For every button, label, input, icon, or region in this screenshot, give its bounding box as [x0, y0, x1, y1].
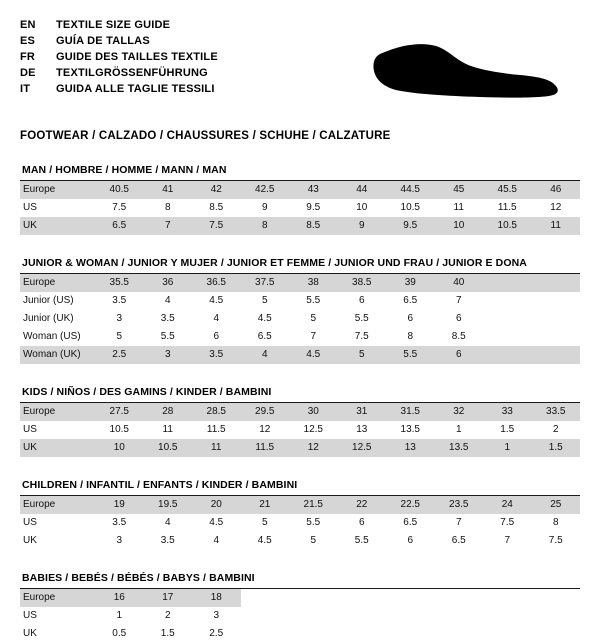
category-title: FOOTWEAR / CALZADO / CHAUSSURES / SCHUHE / CALZATURE [20, 130, 391, 142]
cell [532, 346, 581, 364]
cell: 8.5 [209, 202, 224, 213]
cell [483, 310, 532, 328]
cell: 10.5 [400, 202, 420, 213]
language-list [20, 18, 218, 98]
cell: 11 [192, 439, 241, 457]
cell: 10 [435, 217, 484, 235]
table-row [20, 514, 580, 532]
cell: 11 [453, 202, 464, 213]
cell: 8.5 [451, 331, 466, 342]
cell [532, 607, 581, 625]
group-babies [20, 572, 580, 643]
cell: 41 [144, 181, 193, 199]
cell: 21.5 [289, 496, 338, 514]
cell: 38.5 [338, 274, 387, 292]
cell: 21 [241, 496, 290, 514]
cell: 3.5 [112, 517, 127, 528]
size-table [20, 589, 580, 643]
group-title: JUNIOR & WOMAN / JUNIOR Y MUJER / JUNIOR ET FEMME / JUNIOR UND FRAU / JUNIOR E DONA [20, 257, 580, 274]
cell [532, 274, 581, 292]
cell: 5.5 [354, 535, 369, 546]
cell: 3.5 [160, 535, 175, 546]
cell: 11.5 [206, 424, 226, 435]
row-label: UK [23, 535, 37, 546]
cell: 11 [532, 217, 581, 235]
cell: 11 [162, 424, 173, 435]
cell: 9 [338, 217, 387, 235]
cell [435, 607, 484, 625]
cell: 17 [144, 589, 193, 607]
table-row [20, 625, 580, 643]
cell: 42 [192, 181, 241, 199]
cell: 5.5 [386, 346, 435, 364]
cell: 12 [550, 202, 562, 213]
language-title: GUÍA DE TALLAS [56, 35, 150, 47]
cell: 32 [435, 403, 484, 421]
cell: 6 [407, 535, 414, 546]
group-title: CHILDREN / INFANTIL / ENFANTS / KINDER / BAMBINI [20, 479, 580, 496]
cell: 5 [261, 517, 268, 528]
header [20, 18, 580, 114]
cell: 4.5 [257, 313, 272, 324]
table-row [20, 439, 580, 457]
cell: 10 [356, 202, 368, 213]
cell: 9.5 [306, 202, 321, 213]
cell: 28 [144, 403, 193, 421]
cell: 8 [241, 217, 290, 235]
cell: 36 [144, 274, 193, 292]
cell [483, 328, 532, 346]
cell: 12 [259, 424, 271, 435]
cell: 13 [356, 424, 368, 435]
cell: 30 [289, 403, 338, 421]
language-row [20, 18, 218, 34]
cell: 3 [116, 313, 123, 324]
language-row [20, 34, 218, 50]
language-title: GUIDA ALLE TAGLIE TESSILI [56, 83, 215, 95]
cell: 2 [164, 610, 171, 621]
cell: 1.5 [160, 628, 175, 639]
language-title: GUIDE DES TAILLES TEXTILE [56, 51, 218, 63]
cell: 22.5 [386, 496, 435, 514]
cell: 4 [213, 535, 220, 546]
cell: 1 [116, 610, 123, 621]
cell: 8 [164, 202, 171, 213]
cell: 3.5 [160, 313, 175, 324]
cell [532, 589, 581, 607]
row-label: Junior (UK) [23, 313, 74, 324]
cell: 4.5 [209, 295, 224, 306]
table-row [20, 496, 580, 514]
language-code: FR [20, 51, 36, 63]
cell: 5 [310, 313, 317, 324]
size-table [20, 496, 580, 550]
cell [386, 625, 435, 643]
cell: 12.5 [338, 439, 387, 457]
language-code: EN [20, 19, 36, 31]
cell: 11.5 [497, 202, 517, 213]
cell: 45 [435, 181, 484, 199]
language-row [20, 50, 218, 66]
cell: 45.5 [483, 181, 532, 199]
row-label: UK [23, 628, 37, 639]
row-label: US [23, 424, 37, 435]
cell [435, 625, 484, 643]
cell: 5 [338, 346, 387, 364]
cell [338, 589, 387, 607]
cell: 8.5 [289, 217, 338, 235]
row-label: US [23, 202, 37, 213]
cell: 19.5 [144, 496, 193, 514]
cell: 6.5 [257, 331, 272, 342]
table-row [20, 346, 580, 364]
cell: 5.5 [306, 517, 321, 528]
cell: 40 [435, 274, 484, 292]
language-code: DE [20, 67, 36, 79]
cell [338, 607, 387, 625]
language-row [20, 82, 218, 98]
cell [241, 607, 290, 625]
cell: 7 [144, 217, 193, 235]
cell: 5 [261, 295, 268, 306]
cell [289, 607, 338, 625]
cell: 25 [532, 496, 581, 514]
cell: 5.5 [160, 331, 175, 342]
cell [241, 589, 290, 607]
cell: 40.5 [95, 181, 144, 199]
row-label: UK [20, 217, 95, 235]
table-row [20, 181, 580, 199]
cell: 7.5 [548, 535, 563, 546]
cell: 6 [358, 517, 365, 528]
cell: 5 [116, 331, 123, 342]
language-row [20, 66, 218, 82]
cell: 6 [407, 313, 414, 324]
cell: 27.5 [95, 403, 144, 421]
size-table [20, 181, 580, 235]
cell: 35.5 [95, 274, 144, 292]
cell: 13.5 [400, 424, 420, 435]
language-title: TEXTILGRÖSSENFÜHRUNG [56, 67, 208, 79]
dress-shoe-icon [362, 26, 572, 106]
cell: 6 [455, 313, 462, 324]
cell [483, 607, 532, 625]
table-row [20, 589, 580, 607]
row-label: Europe [20, 589, 95, 607]
table-row [20, 328, 580, 346]
cell: 3 [116, 535, 123, 546]
cell: 6 [213, 331, 220, 342]
cell: 10.5 [144, 439, 193, 457]
cell: 7 [504, 535, 511, 546]
cell: 12.5 [303, 424, 323, 435]
cell: 7 [455, 295, 462, 306]
row-label: Woman (UK) [20, 346, 95, 364]
group-title: BABIES / BEBÉS / BÉBÉS / BABYS / BAMBINI [20, 572, 580, 589]
cell: 6 [358, 295, 365, 306]
cell: 44.5 [386, 181, 435, 199]
row-label: Europe [20, 181, 95, 199]
cell: 11.5 [241, 439, 290, 457]
cell: 12 [289, 439, 338, 457]
table-row [20, 217, 580, 235]
cell: 10.5 [109, 424, 129, 435]
cell [483, 292, 532, 310]
group-title: KIDS / NIÑOS / DES GAMINS / KINDER / BAMBINI [20, 386, 580, 403]
table-row [20, 292, 580, 310]
cell: 8 [552, 517, 559, 528]
table-row [20, 403, 580, 421]
cell [483, 589, 532, 607]
cell: 1 [455, 424, 462, 435]
group-title: MAN / HOMBRE / HOMME / MANN / MAN [20, 164, 580, 181]
cell: 36.5 [192, 274, 241, 292]
cell: 6.5 [403, 517, 418, 528]
cell: 4 [164, 295, 171, 306]
row-label: Woman (US) [23, 331, 81, 342]
size-table [20, 274, 580, 364]
cell: 5.5 [306, 295, 321, 306]
cell: 18 [192, 589, 241, 607]
cell: 31 [338, 403, 387, 421]
cell [532, 328, 581, 346]
cell: 28.5 [192, 403, 241, 421]
cell: 39 [386, 274, 435, 292]
cell [435, 589, 484, 607]
cell [289, 625, 338, 643]
cell: 2.5 [209, 628, 224, 639]
cell: 2.5 [95, 346, 144, 364]
cell: 6.5 [403, 295, 418, 306]
cell: 1.5 [500, 424, 515, 435]
cell: 37.5 [241, 274, 290, 292]
row-label: Europe [20, 274, 95, 292]
cell: 6.5 [451, 535, 466, 546]
table-row [20, 310, 580, 328]
cell [241, 625, 290, 643]
group-man [20, 164, 580, 235]
cell: 4.5 [209, 517, 224, 528]
cell: 10.5 [483, 217, 532, 235]
cell: 6 [435, 346, 484, 364]
cell: 7 [310, 331, 317, 342]
group-junior-woman [20, 257, 580, 364]
group-kids [20, 386, 580, 457]
table-row [20, 532, 580, 550]
cell [386, 607, 435, 625]
cell: 0.5 [112, 628, 127, 639]
language-code: ES [20, 35, 36, 47]
cell: 5 [310, 535, 317, 546]
cell: 7.5 [192, 217, 241, 235]
cell: 22 [338, 496, 387, 514]
row-label: US [23, 517, 37, 528]
row-label: UK [20, 439, 95, 457]
cell: 5.5 [354, 313, 369, 324]
table-row [20, 607, 580, 625]
cell: 9 [261, 202, 268, 213]
group-children [20, 479, 580, 550]
cell [532, 310, 581, 328]
row-label: Europe [20, 403, 95, 421]
cell [483, 625, 532, 643]
language-code: IT [20, 83, 31, 95]
cell [386, 589, 435, 607]
cell: 33.5 [532, 403, 581, 421]
cell: 38 [289, 274, 338, 292]
table-row [20, 199, 580, 217]
table-row [20, 421, 580, 439]
cell: 24 [483, 496, 532, 514]
cell: 29.5 [241, 403, 290, 421]
cell: 44 [338, 181, 387, 199]
row-label: Junior (US) [23, 295, 74, 306]
row-label: US [23, 610, 37, 621]
cell: 3 [213, 610, 220, 621]
cell: 13.5 [435, 439, 484, 457]
cell: 3.5 [192, 346, 241, 364]
cell: 7 [455, 517, 462, 528]
cell: 2 [552, 424, 559, 435]
cell [483, 274, 532, 292]
cell: 31.5 [386, 403, 435, 421]
cell: 6.5 [95, 217, 144, 235]
cell: 7.5 [500, 517, 515, 528]
cell: 7.5 [112, 202, 127, 213]
cell [338, 625, 387, 643]
cell: 7.5 [354, 331, 369, 342]
size-table [20, 403, 580, 457]
cell: 42.5 [241, 181, 290, 199]
cell: 33 [483, 403, 532, 421]
language-title: TEXTILE SIZE GUIDE [56, 19, 171, 31]
cell: 4.5 [289, 346, 338, 364]
cell: 16 [95, 589, 144, 607]
cell: 1 [483, 439, 532, 457]
cell [532, 292, 581, 310]
cell: 43 [289, 181, 338, 199]
cell [532, 625, 581, 643]
cell: 4.5 [257, 535, 272, 546]
cell: 23.5 [435, 496, 484, 514]
cell: 20 [192, 496, 241, 514]
cell [289, 589, 338, 607]
cell: 10 [95, 439, 144, 457]
cell [483, 346, 532, 364]
cell: 9.5 [386, 217, 435, 235]
cell: 3.5 [112, 295, 127, 306]
table-row [20, 274, 580, 292]
cell: 19 [95, 496, 144, 514]
cell: 3 [144, 346, 193, 364]
cell: 4 [213, 313, 220, 324]
cell: 4 [164, 517, 171, 528]
cell: 8 [407, 331, 414, 342]
cell: 46 [532, 181, 581, 199]
cell: 13 [386, 439, 435, 457]
row-label: Europe [20, 496, 95, 514]
cell: 1.5 [532, 439, 581, 457]
cell: 4 [241, 346, 290, 364]
